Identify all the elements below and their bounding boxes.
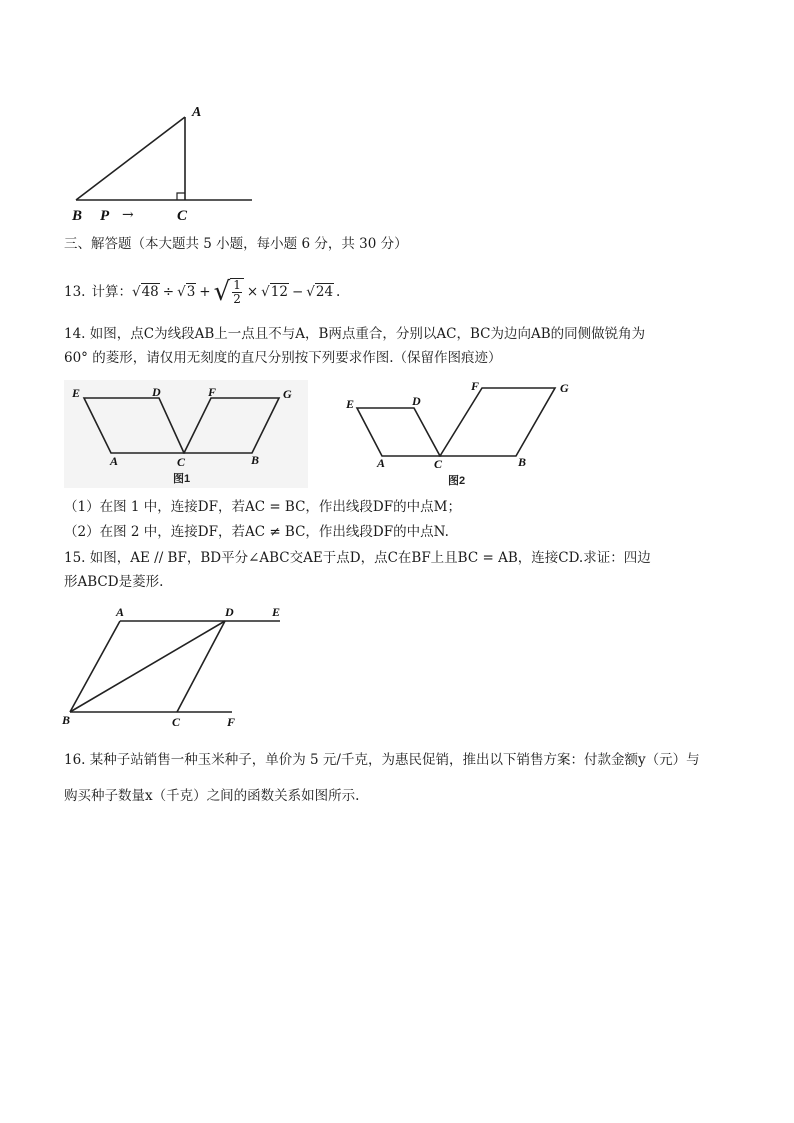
triangle-figure bbox=[60, 100, 260, 225]
fig2-label-e: E bbox=[346, 397, 355, 411]
q13-op3: × bbox=[246, 284, 259, 300]
fig1-label-e: E bbox=[72, 386, 81, 400]
q13-op2: + bbox=[199, 284, 211, 300]
fig2-label-c: C bbox=[434, 457, 443, 471]
label-c: C bbox=[177, 208, 188, 224]
section-heading: 三、解答题（本大题共 5 小题，每小题 6 分，共 30 分） bbox=[64, 236, 408, 252]
sqrt-24: √24 bbox=[306, 284, 334, 300]
fig1-caption: 图1 bbox=[173, 473, 191, 485]
side-ab bbox=[70, 621, 120, 712]
rhombus-bcfg-2 bbox=[440, 388, 555, 456]
fig1-label-c: C bbox=[177, 455, 186, 469]
q15-label-f: F bbox=[227, 715, 236, 729]
fig2-label-d: D bbox=[412, 394, 421, 408]
q15-label-a: A bbox=[116, 605, 125, 619]
arrow-icon: → bbox=[122, 207, 134, 223]
fig2-label-b: B bbox=[518, 455, 527, 469]
rhombus-acde-2 bbox=[357, 408, 440, 456]
q16-line1: 16. 某种子站销售一种玉米种子，单价为 5 元/千克，为惠民促销，推出以下销售方案：付款金额y（元）与 bbox=[64, 752, 700, 768]
hypotenuse-ab bbox=[76, 117, 185, 200]
q13-op1: ÷ bbox=[162, 284, 175, 300]
fig2-label-f: F bbox=[471, 379, 480, 393]
q14-line2: 60° 的菱形，请仅用无刻度的直尺分别按下列要求作图.（保留作图痕迹） bbox=[64, 350, 502, 366]
label-b: B bbox=[72, 208, 83, 224]
fig1-label-d: D bbox=[152, 385, 161, 399]
sqrt-half: √ 1 2 bbox=[214, 278, 244, 306]
q14-sub2: （2）在图 2 中，连接DF，若AC ≠ BC，作出线段DF的中点N. bbox=[64, 524, 449, 540]
q13-op4: − bbox=[291, 284, 304, 300]
fig1-label-f: F bbox=[208, 385, 217, 399]
q14-figure-2 bbox=[340, 378, 584, 490]
q15-label-d: D bbox=[225, 605, 234, 619]
q15-label-b: B bbox=[62, 713, 71, 727]
fig2-caption: 图2 bbox=[448, 475, 466, 487]
q15-label-c: C bbox=[172, 715, 181, 729]
right-angle-mark bbox=[177, 193, 185, 200]
question-13 bbox=[64, 278, 340, 306]
q13-number: 13. bbox=[64, 284, 86, 300]
sqrt-12: √12 bbox=[261, 284, 288, 300]
sqrt-48: √48 bbox=[131, 284, 159, 300]
q15-label-e: E bbox=[272, 605, 281, 619]
label-a: A bbox=[192, 105, 202, 120]
q15-figure bbox=[60, 600, 290, 730]
sqrt-3: √3 bbox=[177, 284, 196, 300]
label-p: P bbox=[100, 208, 110, 224]
fig1-label-a: A bbox=[110, 454, 119, 468]
q14-figure-1 bbox=[64, 380, 308, 488]
q16-line2: 购买种子数量x（千克）之间的函数关系如图所示. bbox=[64, 788, 360, 804]
fig1-label-b: B bbox=[251, 453, 260, 467]
q14-line1: 14. 如图，点C为线段AB上一点且不与A，B两点重合，分别以AC，BC为边向AB的同侧做锐角为 bbox=[64, 326, 646, 342]
q13-end: . bbox=[336, 284, 341, 300]
fig2-label-g: G bbox=[560, 381, 569, 395]
fig1-label-g: G bbox=[283, 387, 292, 401]
q13-prefix: 计算： bbox=[91, 284, 132, 300]
q15-line1: 15. 如图，AE // BF，BD平分∠ABC交AE于点D，点C在BF上且BC = AB，连接CD.求证：四边 bbox=[64, 550, 651, 566]
q14-sub1: （1）在图 1 中，连接DF，若AC = BC，作出线段DF的中点M； bbox=[64, 499, 461, 515]
fig2-label-a: A bbox=[377, 456, 386, 470]
q15-line2: 形ABCD是菱形. bbox=[64, 574, 164, 590]
